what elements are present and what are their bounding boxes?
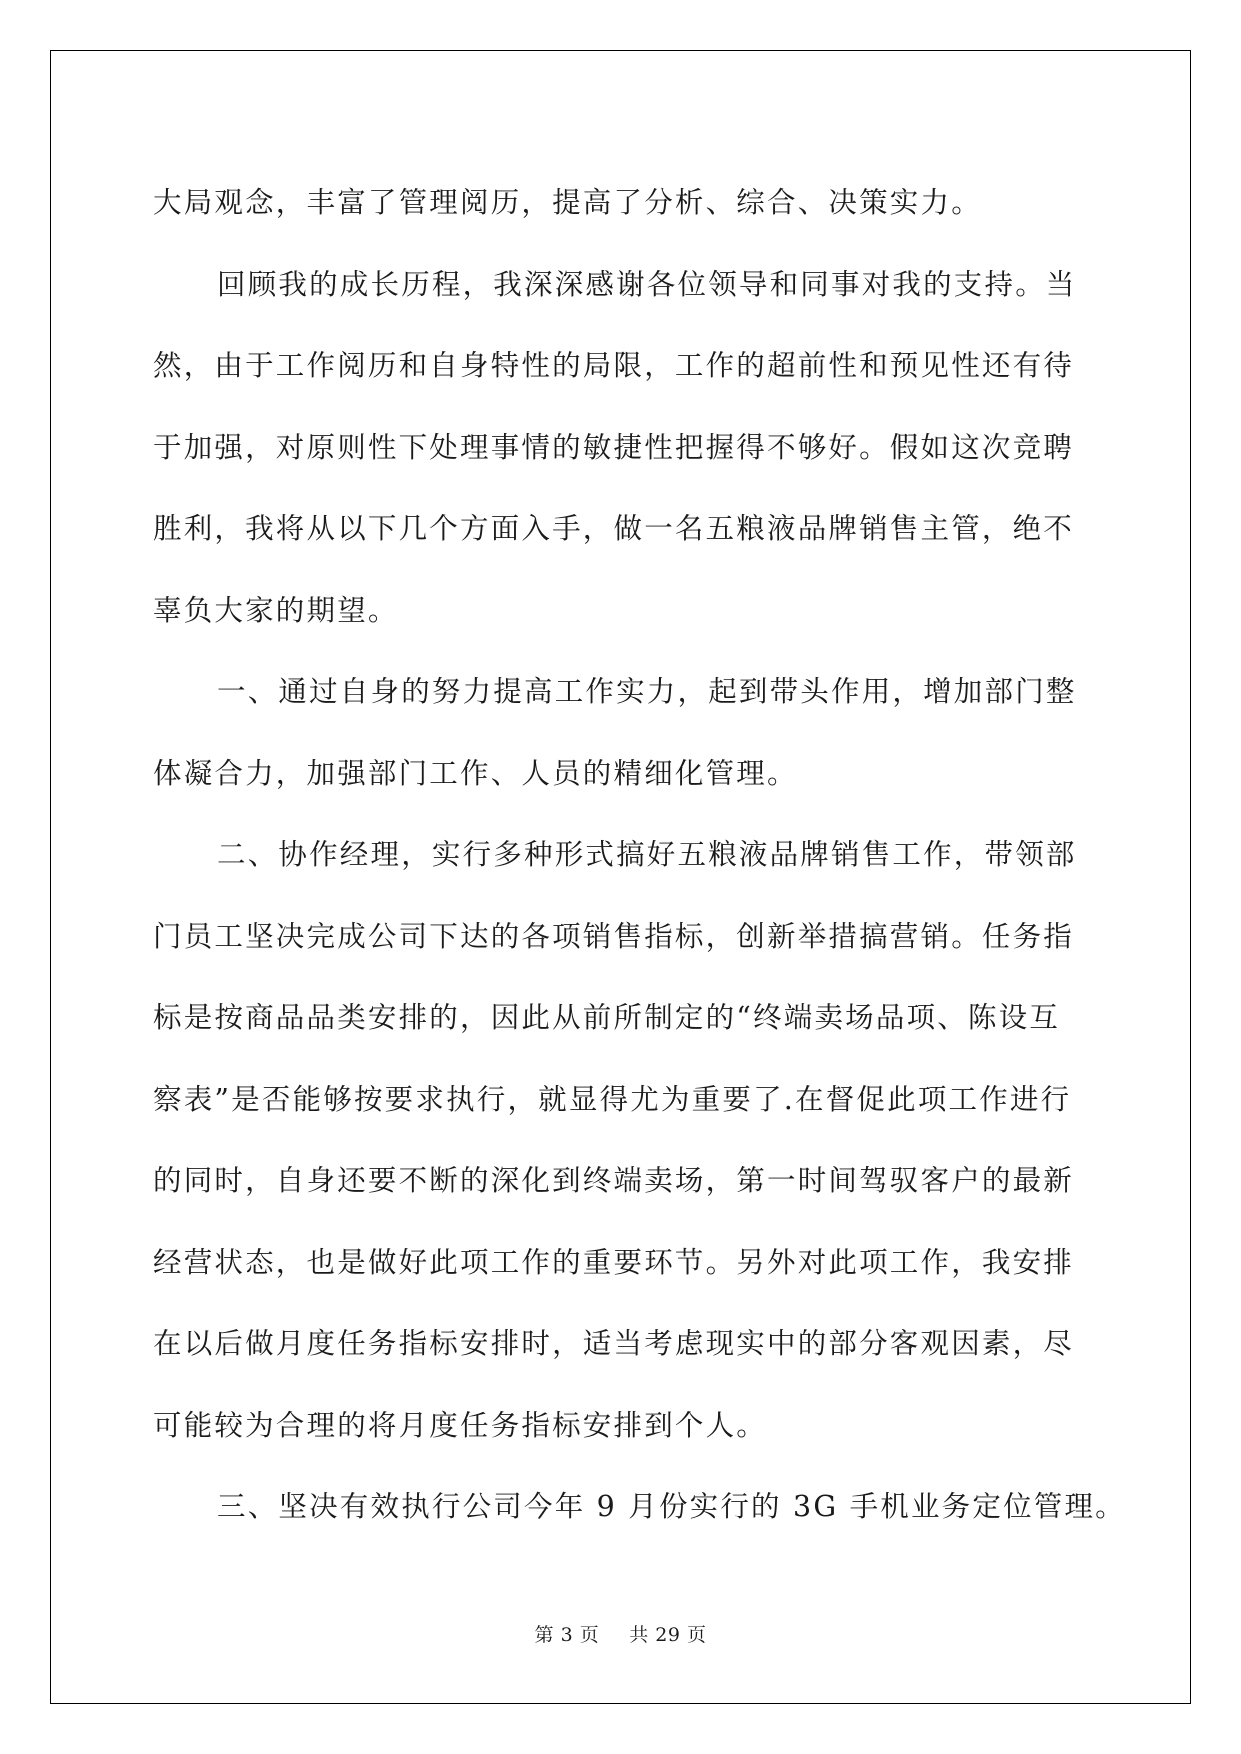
text-line: 在以后做月度任务指标安排时，适当考虑现实中的部分客观因素，尽 xyxy=(153,1327,1075,1360)
paragraph xyxy=(153,651,1093,814)
text-line: 的同时，自身还要不断的深化到终端卖场，第一时间驾驭客户的最新 xyxy=(153,1164,1075,1197)
text-line: 然，由于工作阅历和自身特性的局限，工作的超前性和预见性还有待 xyxy=(153,349,1075,382)
paragraph xyxy=(153,1466,1126,1548)
page-footer xyxy=(0,1620,1241,1647)
document-body xyxy=(153,162,1126,1548)
text-line: 可能较为合理的将月度任务指标安排到个人。 xyxy=(153,1408,768,1442)
text-line: 于加强，对原则性下处理事情的敏捷性把握得不够好。假如这次竞聘 xyxy=(153,430,1075,464)
text-line: 大局观念，丰富了管理阅历，提高了分析、综合、决策实力。 xyxy=(153,186,982,219)
text-line: 一、通过自身的努力提高工作实力，起到带头作用，增加部门整 xyxy=(217,675,1077,708)
text-line: 体凝合力，加强部门工作、人员的精细化管理。 xyxy=(153,756,798,790)
text-line: 二、协作经理，实行多种形式搞好五粮液品牌销售工作，带领部 xyxy=(217,838,1077,871)
text-line: 察表”是否能够按要求执行，就显得尤为重要了.在督促此项工作进行 xyxy=(153,1082,1072,1116)
text-line: 三、坚决有效执行公司今年 9 月份实行的 3G 手机业务定位管理。 xyxy=(217,1490,1126,1523)
text-line: 回顾我的成长历程，我深深感谢各位领导和同事对我的支持。当 xyxy=(217,267,1077,301)
page-total: 共 29 页 xyxy=(629,1624,707,1646)
page-number: 第 3 页 xyxy=(534,1624,600,1646)
paragraph xyxy=(153,244,1093,652)
paragraph xyxy=(153,162,1093,244)
text-line: 标是按商品品类安排的，因此从前所制定的“终端卖场品项、陈设互 xyxy=(153,1001,1061,1034)
text-line: 门员工坚决完成公司下达的各项销售指标，创新举措搞营销。任务指 xyxy=(153,919,1075,953)
paragraph xyxy=(153,814,1093,1466)
text-line: 胜利，我将从以下几个方面入手，做一名五粮液品牌销售主管，绝不 xyxy=(153,512,1075,545)
text-line: 辜负大家的期望。 xyxy=(153,593,399,627)
text-line: 经营状态，也是做好此项工作的重要环节。另外对此项工作，我安排 xyxy=(153,1245,1075,1279)
